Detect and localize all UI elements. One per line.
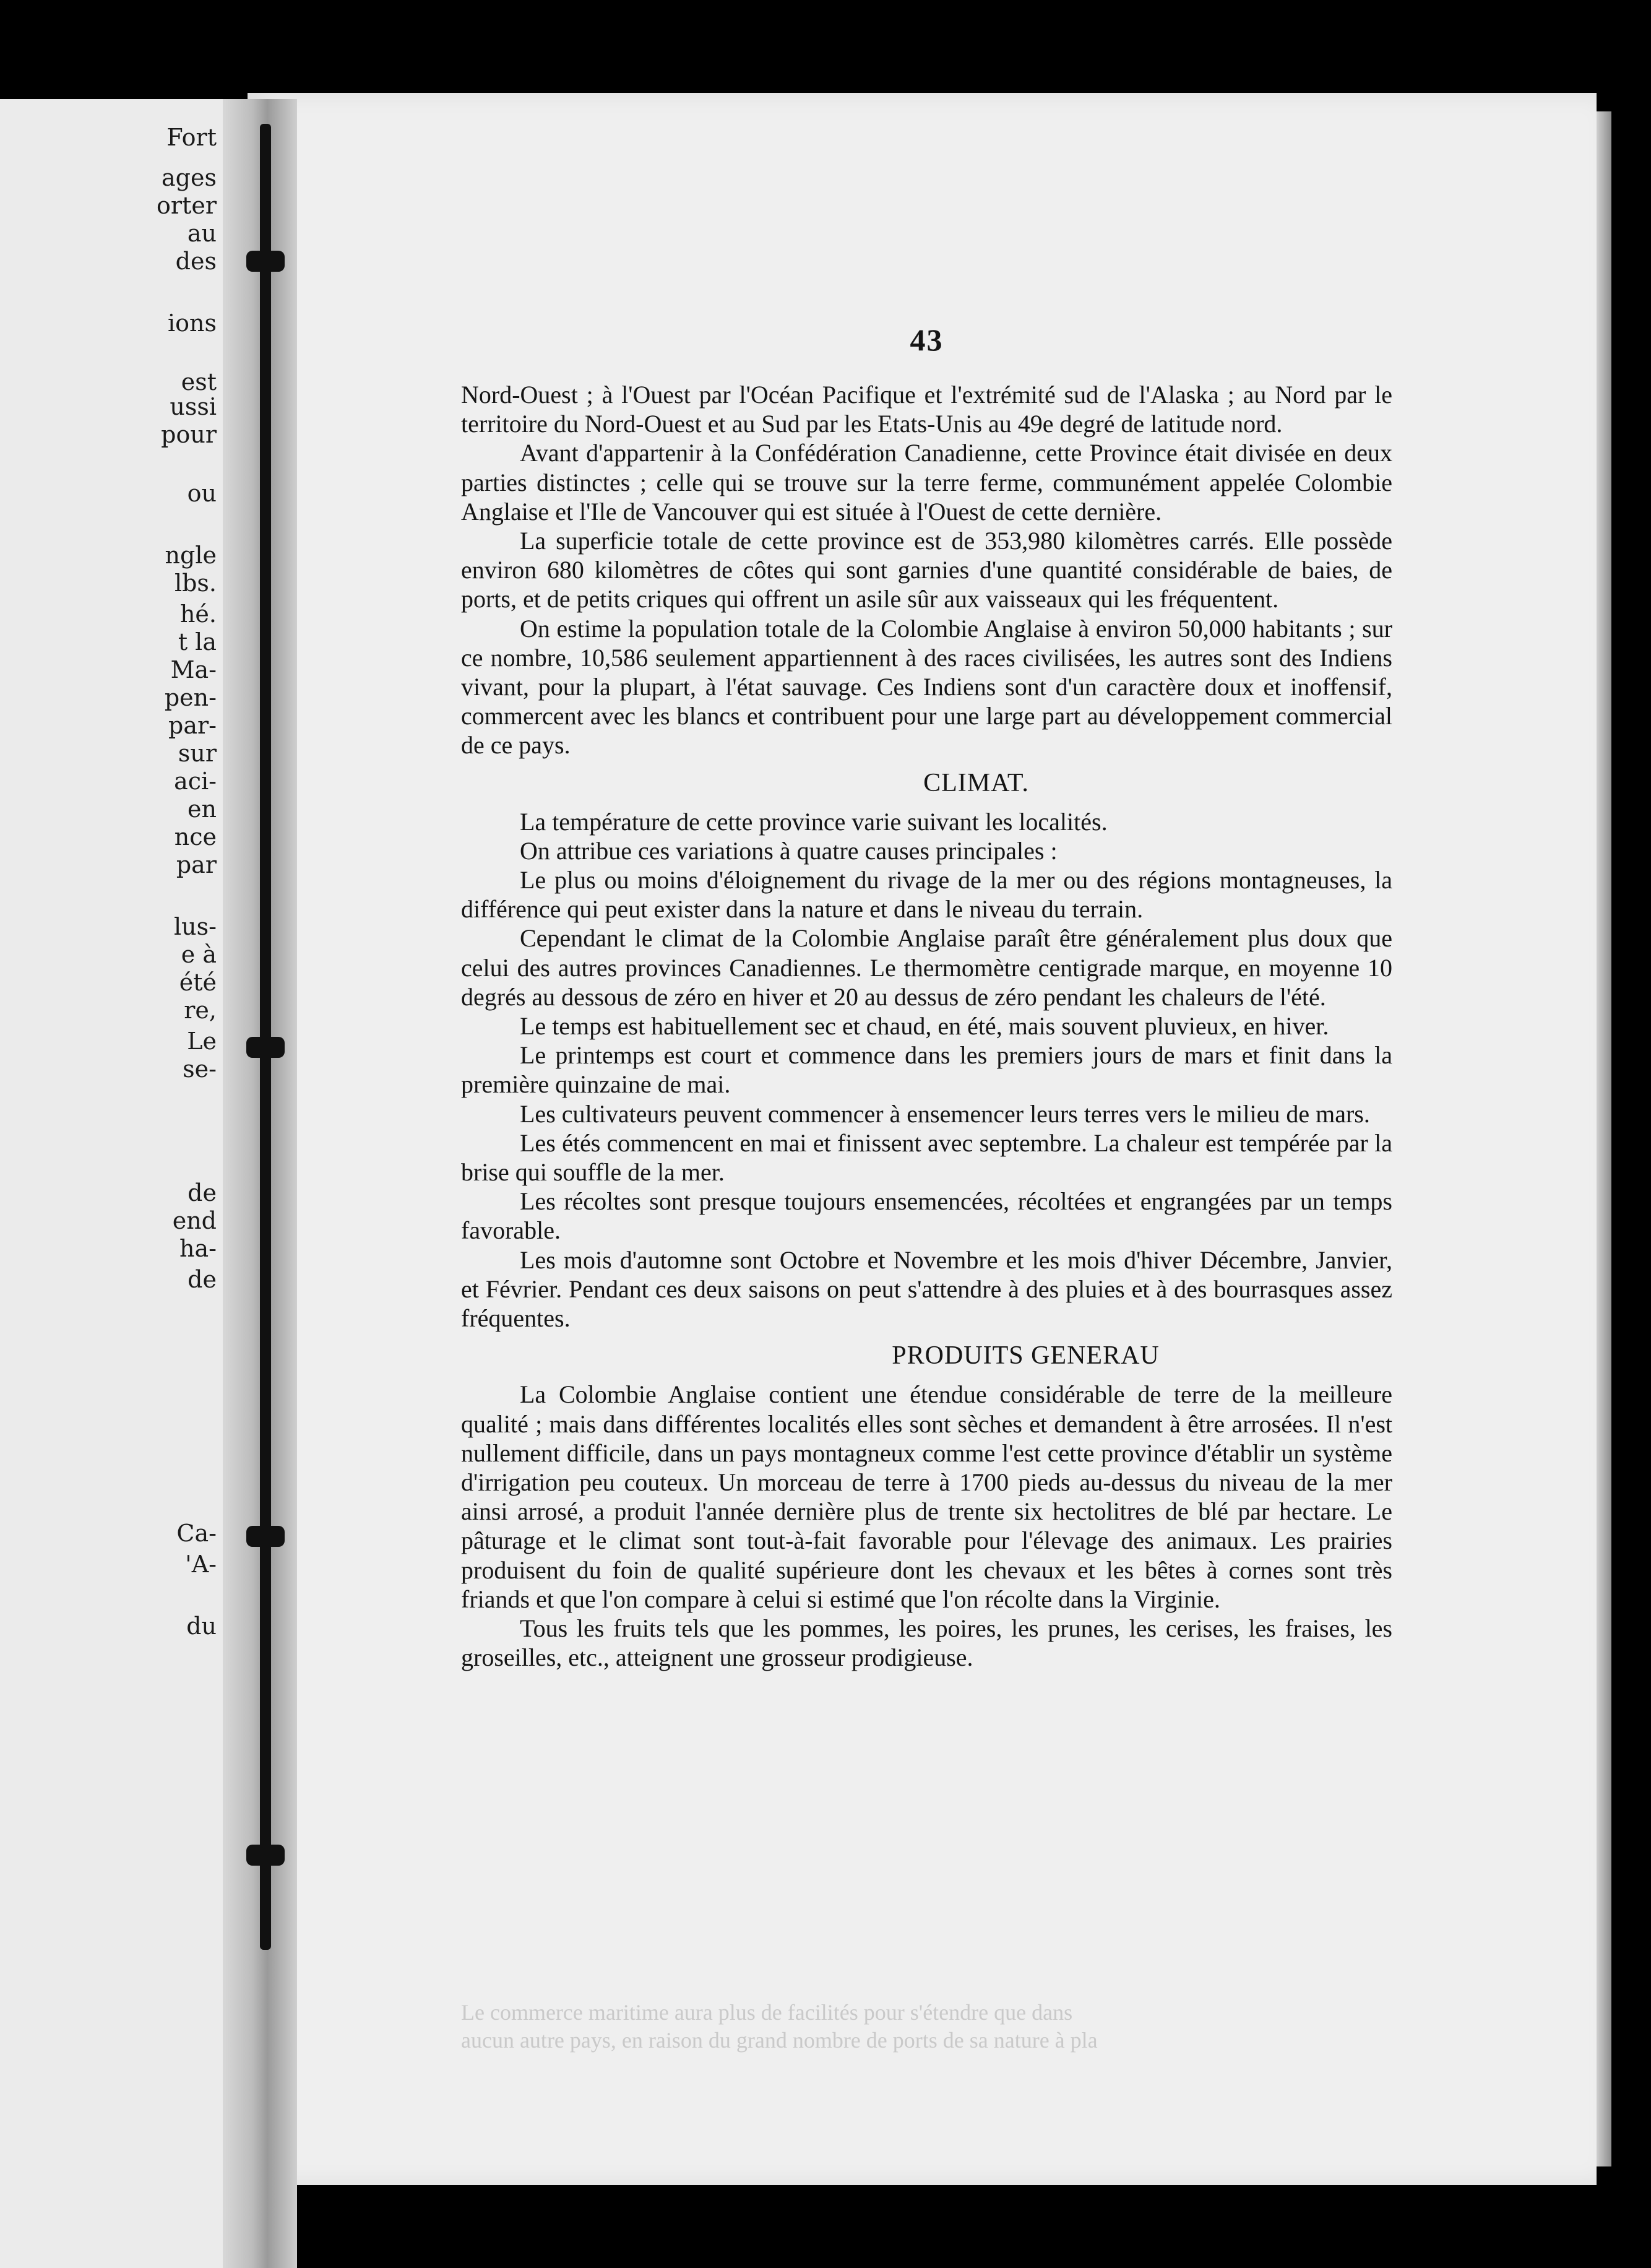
paragraph: Le temps est habituellement sec et chaud, en été, mais souvent pluvieux, en hiver. [520,1012,1329,1041]
binding-knot [246,1526,285,1547]
binding-knot [246,1037,285,1058]
page-text [461,322,1392,1672]
paragraph: Avant d'appartenir à la Confédération Canadienne, cette Province était divisée en deux parties distinctes ; celle qui se trouve sur la terre ferme, communément appelée Colombie Anglaise et l'Ile de Vancouver qui est située à l'Ouest de cette dernière. [461,439,1392,526]
left-page-fragment: re, [184,997,217,1024]
paragraph: On estime la population totale de la Colombie Anglaise à environ 50,000 habitants ; sur ce nombre, 10,586 seulement appartiennent à des races civilisées, les autres sont des Indiens vivant, pour la plupart, à l'état sauvage. Ces Indiens sont d'un caractère doux et inoffensif, commercent avec les blancs et contribuent pour une large part au développement commercial de ce pays. [461,614,1392,760]
left-page-fragment: Ca- [176,1520,217,1547]
left-page-fragment: ou [187,480,217,507]
paragraph: Les récoltes sont presque toujours ensemencées, récoltées et engrangées par un temps favorable. [461,1187,1392,1245]
left-page-fragment: ions [167,309,217,337]
paragraph: Cependant le climat de la Colombie Anglaise paraît être généralement plus doux que celui des autres provinces Canadiennes. Le thermomètre centigrade marque, en moyenne 10 degrés au dessous de zéro en hiver et 20 au dessus de zéro pendant les chaleurs de l'été. [461,924,1392,1011]
left-page-fragment: par [176,851,217,878]
left-page-fragment: ussi [170,393,217,420]
paragraph: Le printemps est court et commence dans les premiers jours de mars et finit dans la première quinzaine de mai. [461,1041,1392,1099]
intro-section [461,380,1392,760]
left-page-fragment: lus- [174,913,217,940]
left-page-fragment: des [175,248,217,275]
left-page-fragment: en [188,795,217,823]
paragraph: Les étés commencent en mai et finissent avec septembre. La chaleur est tempérée par la brise qui souffle de la mer. [461,1128,1392,1187]
left-page-fragment: Le [187,1028,217,1055]
heading-climat: CLIMAT. [923,768,1029,797]
left-page-fragment: aci- [174,768,217,795]
left-page-fragment: t la [178,628,217,656]
left-page-fragment: end [172,1207,217,1234]
paragraph: La superficie totale de cette province est de 353,980 kilomètres carrés. Elle possède environ 680 kilomètres de côtes qui sont garnies d'une quantité considérable de baies, de ports, et de petits criques qui offrent un asile sûr aux vaisseaux qui les fréquentent. [461,527,1392,613]
left-page-fragment: Ma- [170,656,217,683]
left-page-fragment: e à [181,941,217,968]
left-page-fragment: 'A- [185,1551,217,1578]
left-page-fragment: de [188,1179,217,1206]
left-page-fragment: sur [178,740,217,767]
left-page-fragment: est [181,368,217,396]
produits-section [461,1380,1392,1672]
climat-section [461,807,1392,1333]
left-page-fragment: lbs. [174,569,217,597]
show-through-text: Le commerce maritime aura plus de facilités pour s'étendre que dans [461,2000,1073,2025]
paragraph: La Colombie Anglaise contient une étendue considérable de terre de la meilleure qualité ; mais dans différentes localités elles sont sèches et demandent à être arrosées. Il n'est nullement difficile, dans un pays montagneux comme l'est cette province d'établir un système d'irrigation peu couteux. Un morceau de terre à 1700 pieds au-dessus du niveau de la mer ainsi arrosé, a produit l'année dernière plus de trente six hectolitres de blé par hectare. Le pâturage et le climat sont tout-à-fait favorable pour l'élevage des animaux. Les prairies produisent du foin de qualité supérieure dont les chevaux et les bêtes à cornes sont très friands et que l'on compare à celui si estimé que l'on récolte dans la Virginie. [461,1380,1392,1613]
page-number: 43 [910,322,944,357]
left-page-fragment: ages [162,164,217,191]
left-page-fragment: du [186,1612,217,1640]
paragraph: La température de cette province varie suivant les localités. [520,807,1108,836]
heading-produits-generaux: PRODUITS GENERAU [892,1341,1160,1370]
paragraph: Le plus ou moins d'éloignement du rivage de la mer ou des régions montagneuses, la différence qui peut exister dans la nature et dans le niveau du terrain. [461,866,1392,924]
left-page-fragment: orter [157,192,217,219]
left-page-fragment: ngle [165,542,217,569]
paragraph: Tous les fruits tels que les pommes, les poires, les prunes, les cerises, les fraises, les groseilles, etc., atteignent une grosseur prodigieuse. [461,1614,1392,1672]
paragraph: On attribue ces variations à quatre causes principales : [520,836,1058,865]
paragraph: Les mois d'automne sont Octobre et Novembre et les mois d'hiver Décembre, Janvier, et Février. Pendant ces deux saisons on peut s'attendre à des pluies et à des bourrasques assez fréquentes. [461,1245,1392,1333]
page-edge [1597,111,1611,2166]
paragraph: Les cultivateurs peuvent commencer à ensemencer leurs terres vers le milieu de mars. [520,1099,1370,1128]
left-page-fragment: pour [161,421,217,448]
left-page-fragment: hé. [179,600,217,628]
left-page-fragment: au [187,220,217,247]
binding-knot [246,251,285,272]
left-page-fragment: été [179,969,217,996]
show-through-text: aucun autre pays, en raison du grand nombre de ports de sa nature à pla [461,2028,1098,2053]
binding-knot [246,1845,285,1866]
left-page-fragment: par- [168,712,217,739]
left-page-fragment: nce [174,823,217,850]
left-page-fragment: Fort [166,124,217,151]
paragraph: Nord-Ouest ; à l'Ouest par l'Océan Pacifique et l'extrémité sud de l'Alaska ; au Nord par le territoire du Nord-Ouest et au Sud par les Etats-Unis au 49e degré de latitude nord. [461,381,1392,438]
left-page-fragment: ha- [179,1235,217,1262]
left-page-fragment: pen- [164,684,217,711]
left-facing-page [0,99,260,2268]
left-page-fragment: de [188,1266,217,1293]
left-page-fragment: se- [183,1055,217,1083]
